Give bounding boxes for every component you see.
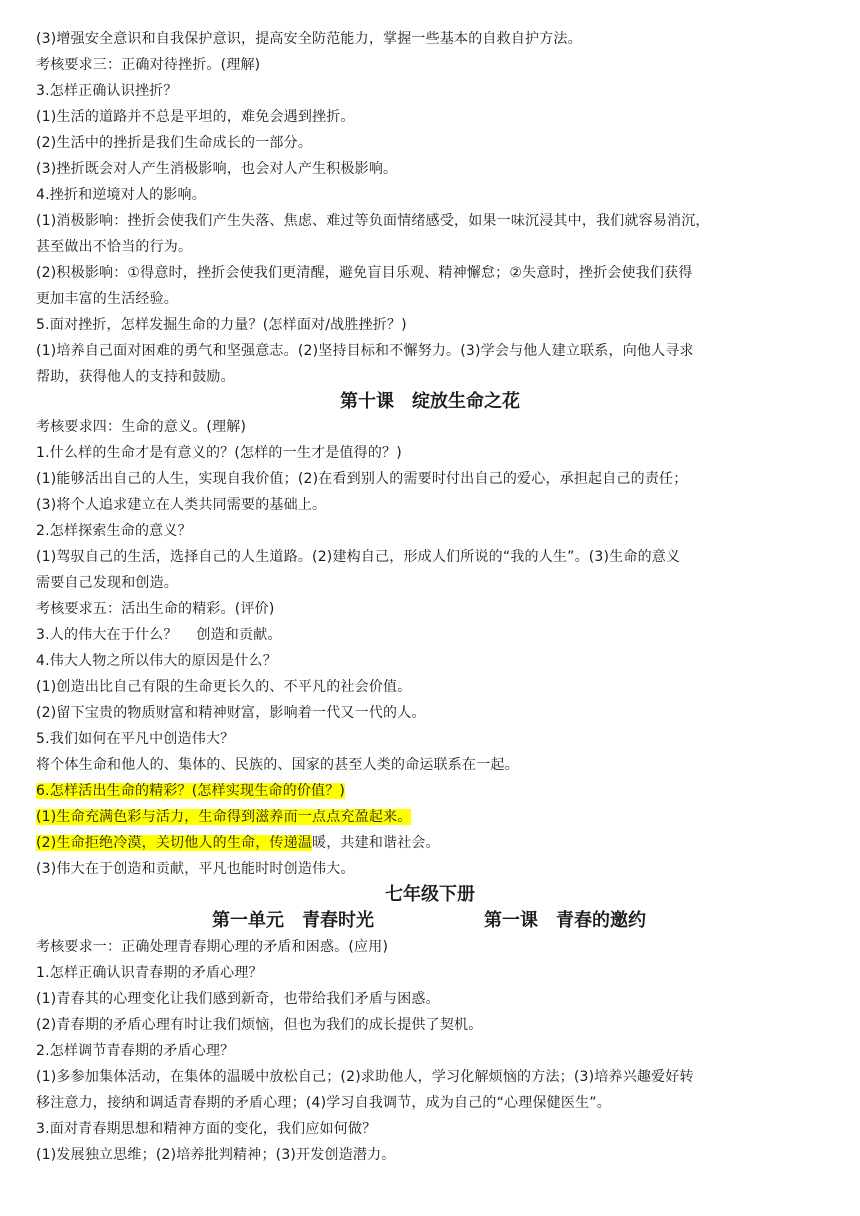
unit-heading: 第一单元 青春时光 <box>212 910 374 931</box>
partially-highlighted-line <box>36 834 440 852</box>
exam-requirement: 考核要求三：正确对待挫折。(理解) <box>36 57 261 73</box>
highlighted-line <box>36 808 411 826</box>
text-line: (1)多参加集体活动，在集体的温暖中放松自己；(2)求助他人，学习化解烦恼的方法；(3)培养兴趣爱好转 <box>36 1069 694 1085</box>
lesson-heading: 第十课 绽放生命之花 <box>340 391 520 412</box>
text-line: (1)驾驭自己的生活，选择自己的人生道路。(2)建构自己，形成人们所说的“我的人生”。(3)生命的意义 <box>36 549 681 565</box>
question: 1.怎样正确认识青春期的矛盾心理？ <box>36 965 263 981</box>
text-line: (1)创造出比自己有限的生命更长久的、不平凡的社会价值。 <box>36 679 412 695</box>
text-line: (1)发展独立思维；(2)培养批判精神；(3)开发创造潜力。 <box>36 1147 396 1163</box>
exam-requirement: 考核要求四：生命的意义。(理解) <box>36 419 247 435</box>
question: 4.伟大人物之所以伟大的原因是什么？ <box>36 653 277 669</box>
text-line: (3)伟大在于创造和贡献，平凡也能时时创造伟大。 <box>36 861 355 877</box>
text-line: 移注意力，接纳和调适青春期的矛盾心理；(4)学习自我调节，成为自己的“心理保健医生”。 <box>36 1095 611 1111</box>
text-line: (2)青春期的矛盾心理有时让我们烦恼，但也为我们的成长提供了契机。 <box>36 1017 483 1033</box>
text-line: 甚至做出不恰当的行为。 <box>36 239 193 255</box>
question: 3.怎样正确认识挫折？ <box>36 83 178 99</box>
exam-requirement: 考核要求一：正确处理青春期心理的矛盾和困惑。(应用) <box>36 939 389 955</box>
question: 3.人的伟大在于什么？ 创造和贡献。 <box>36 627 282 643</box>
question: 2.怎样探索生命的意义？ <box>36 523 192 539</box>
text-line: 更加丰富的生活经验。 <box>36 291 178 307</box>
question: 5.我们如何在平凡中创造伟大？ <box>36 731 235 747</box>
text-line: (1)能够活出自己的人生，实现自我价值；(2)在看到别人的需要时付出自己的爱心，承担起自己的责任； <box>36 471 688 487</box>
text-line: (2)积极影响：①得意时，挫折会使我们更清醒，避免盲目乐观、精神懈怠；②失意时，挫折会使我们获得 <box>36 265 693 281</box>
text-line: (2)生活中的挫折是我们生命成长的一部分。 <box>36 135 313 151</box>
text-line: (1)生活的道路并不总是平坦的，难免会遇到挫折。 <box>36 109 355 125</box>
question: 1.什么样的生命才是有意义的？(怎样的一生才是值得的？) <box>36 445 402 461</box>
highlight: 6.怎样活出生命的精彩？(怎样实现生命的价值？) <box>36 783 346 799</box>
highlight: (1)生命充满色彩与活力，生命得到滋养而一点点充盈起来。 <box>36 809 412 825</box>
text-line: 需要自己发现和创造。 <box>36 575 178 591</box>
text-line: (3)挫折既会对人产生消极影响，也会对人产生积极影响。 <box>36 161 398 177</box>
text-line: (3)增强安全意识和自我保护意识，提高安全防范能力，掌握一些基本的自救自护方法。 <box>36 31 582 47</box>
text-line: (2)留下宝贵的物质财富和精神财富，影响着一代又一代的人。 <box>36 705 426 721</box>
text-tail: 暖，共建和谐社会。 <box>312 835 440 851</box>
volume-heading: 七年级下册 <box>385 884 475 905</box>
text-line: (1)培养自己面对困难的勇气和坚强意志。(2)坚持目标和不懈努力。(3)学会与他人建立联系，向他人寻求 <box>36 343 694 359</box>
highlight: (2)生命拒绝冷漠，关切他人的生命，传递温 <box>36 835 313 851</box>
text-line: 帮助，获得他人的支持和鼓励。 <box>36 369 235 385</box>
text-line: (1)青春其的心理变化让我们感到新奇，也带给我们矛盾与困惑。 <box>36 991 440 1007</box>
highlighted-question <box>36 782 345 800</box>
exam-requirement: 考核要求五：活出生命的精彩。(评价) <box>36 601 275 617</box>
question: 3.面对青春期思想和精神方面的变化，我们应如何做？ <box>36 1121 377 1137</box>
text-line: (1)消极影响：挫折会使我们产生失落、焦虑、难过等负面情绪感受，如果一味沉浸其中，我们就容易消沉， <box>36 213 710 229</box>
question: 4.挫折和逆境对人的影响。 <box>36 187 206 203</box>
lesson-heading: 第一课 青春的邀约 <box>484 910 646 931</box>
question: 2.怎样调节青春期的矛盾心理？ <box>36 1043 235 1059</box>
text-line: 将个体生命和他人的、集体的、民族的、国家的甚至人类的命运联系在一起。 <box>36 757 519 773</box>
text-line: (3)将个人追求建立在人类共同需要的基础上。 <box>36 497 327 513</box>
question: 5.面对挫折，怎样发掘生命的力量？(怎样面对/战胜挫折？) <box>36 317 407 333</box>
